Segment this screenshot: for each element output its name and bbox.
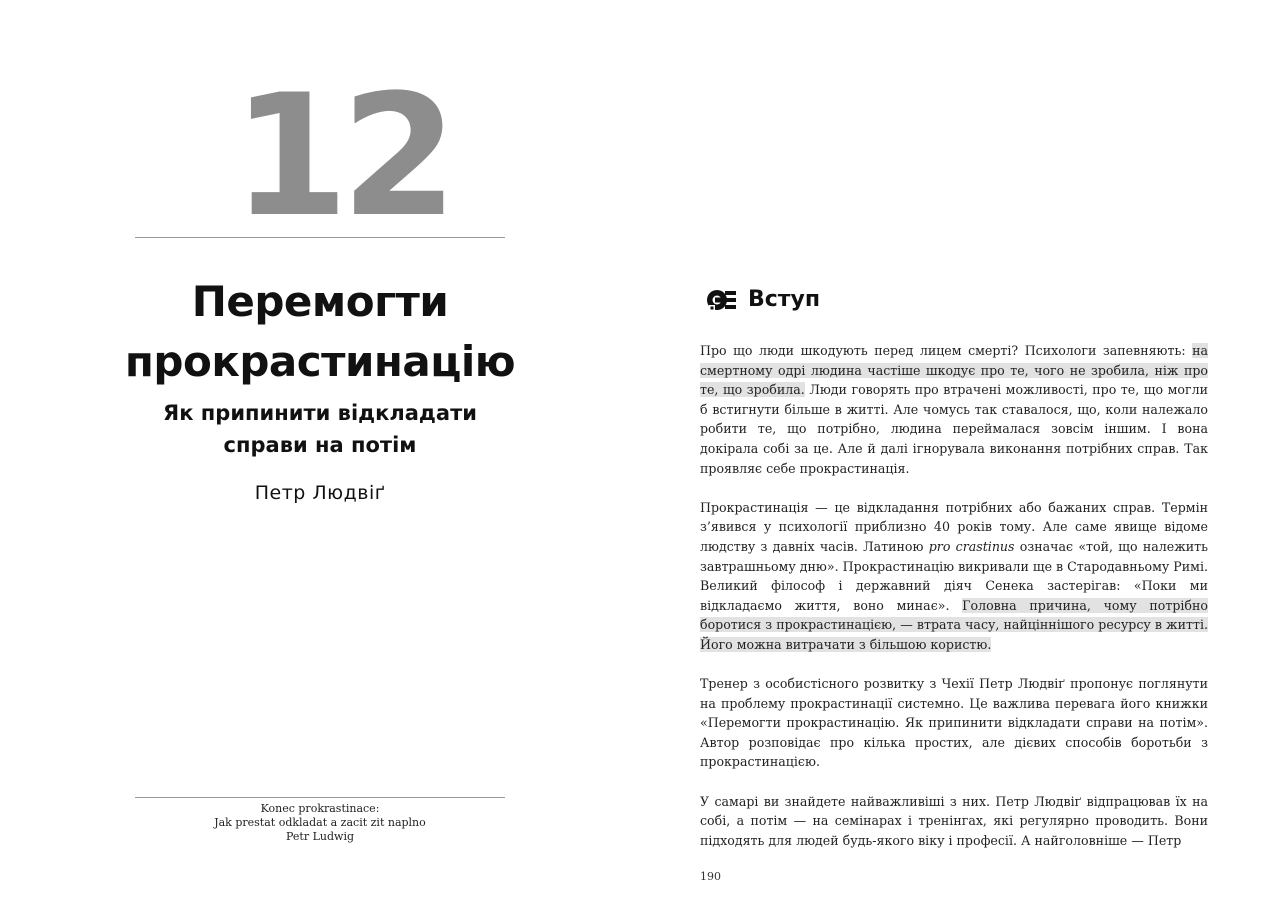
latin-term: pro crastinus [928,538,1015,554]
paragraph-1 [700,341,1208,478]
divider-top [135,237,505,238]
book-subtitle-line-2: справи на потім [223,433,417,457]
book-title-line-2: прокрастинацію [124,337,516,386]
original-title-line-2: Jak prestat odkladat a zacit zit naplno [214,816,426,829]
paragraph-2-part-3: означає «той, що належить завтрашньому дню». Прокрастинацію викривали ще в Стародавньому Римі. Великий філософ і державний діяч Сенека застерігав: «Поки ми відкладаємо життя, воно минає». [700,538,1208,613]
section-title: Вступ [748,287,821,312]
original-title-line-1: Konec prokrastinace: [260,802,380,815]
section-heading [706,287,820,312]
body-text [700,341,1208,870]
book-author: Петр Людвіґ [254,482,386,504]
paragraph-1-part-1: Про що люди шкодують перед лицем смерті? Психологи запевняють: [700,343,1193,358]
paragraph-2 [700,498,1208,655]
divider-bottom [135,797,505,798]
book-subtitle-line-1: Як припинити відкладати [163,401,477,425]
book-title [90,272,550,392]
highlighted-text: на смертному одрі людина частіше шкодує про те, чого не зробила, ніж про те, що зробила. [700,343,1208,398]
book-title-line-1: Перемогти [191,277,449,326]
highlighted-text: Головна причина, чому потрібно боротися з прокрастинацією, — втрата часу, найціннішого ресурсу в житті. Його можна витрачати з більшою користю. [700,597,1208,652]
original-author: Petr Ludwig [286,830,354,843]
paragraph-2-part-1: Прокрастинація — це відкладання потрібних або бажаних справ. Термін з’явився у психології приблизно 40 років тому. Але саме явище відоме людству з давніх часів. Латиною [700,499,1208,554]
paragraph-1-part-3: Люди говорять про втрачені можливості, про те, що могли б встигнути більше в житті. Але чомусь так ставалося, що, коли належало робити те, що потрібно, людина переймалася зовсім іншим. І вона докірала собі за це. Але й далі ігнорувала виконання потрібних справ. Так проявляє себе прокрастинація. [700,382,1208,476]
chapter-number: 12 [232,58,450,254]
page-number: 190 [700,870,721,883]
summary-logo-icon [706,288,738,312]
book-subtitle [110,397,530,461]
paragraph-4: У самарі ви знайдете найважливіші з них. Петр Людвіґ відпрацював їх на собі, а потім — на семінарах і тренінгах, які регулярно проводить. Вони підходять для людей будь-якого віку і професії. А найголовніше — Петр [700,793,1208,848]
original-edition-info [135,802,505,844]
paragraph-3: Тренер з особистісного розвитку з Чехії Петр Людвіґ пропонує поглянути на проблему прокрастинації системно. Це важлива перевага його книжки «Перемогти прокрастинацію. Як припинити відкладати справи на потім». Автор розповідає про кілька простих, але дієвих способів боротьби з прокрастинацією. [700,676,1208,770]
